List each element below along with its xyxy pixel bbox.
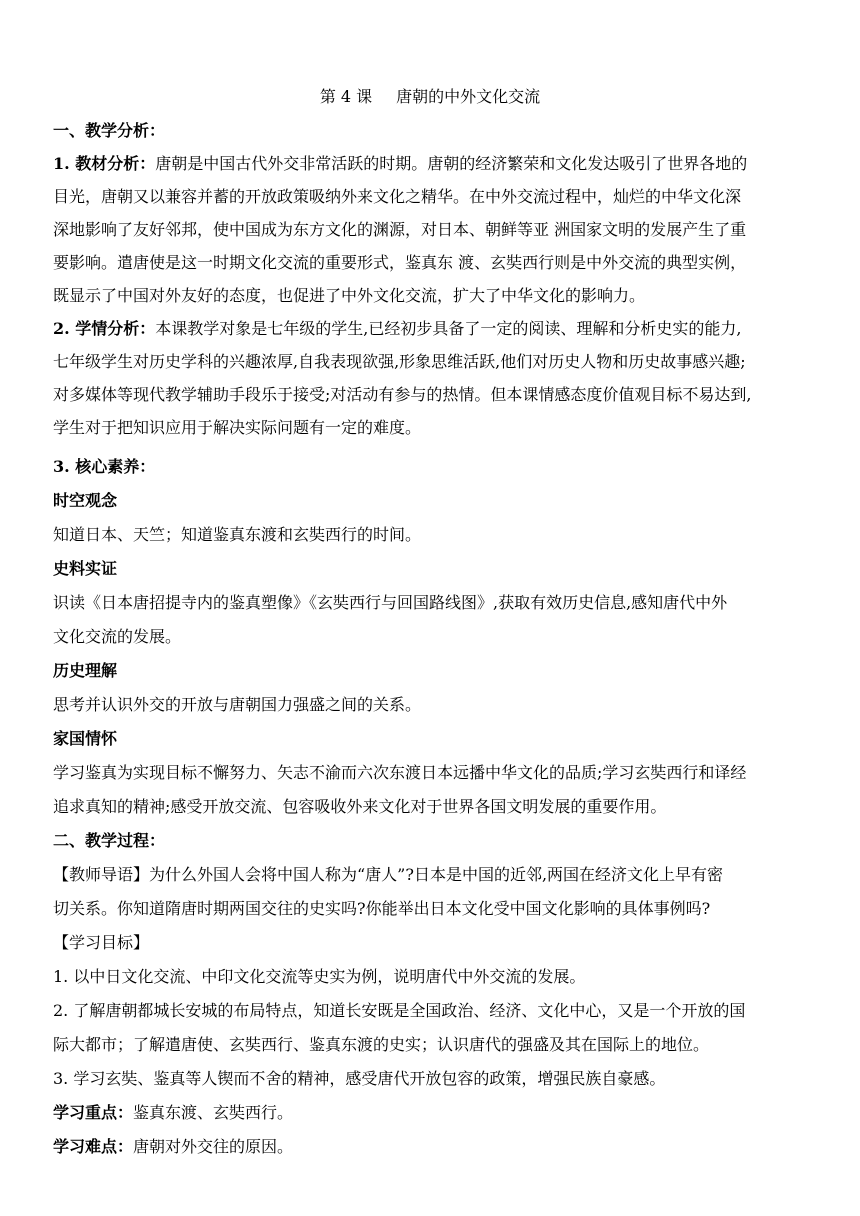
key-point-line <box>53 1102 293 1124</box>
student-analysis-text: 本课教学对象是七年级的学生,已经初步具备了一定的阅读、理解和分析史实的能力, <box>155 319 742 338</box>
paragraph-line: 既显示了中国对外友好的态度，也促进了中外文化交流，扩大了中华文化的影响力。 <box>53 286 646 305</box>
section2-heading: 二、教学过程： <box>53 831 166 850</box>
material-analysis-line <box>53 153 747 175</box>
paragraph-line: 要影响。遣唐使是这一时期文化交流的重要形式，鉴真东 渡、玄奘西行则是中外交流的典型实例， <box>53 253 747 272</box>
learning-goal-line: 1. 以中日文化交流、中印文化交流等史实为例，说明唐代中外交流的发展。 <box>53 967 586 986</box>
teacher-intro-line: 切关系。你知道隋唐时期两国交往的史实吗?你能举出日本文化受中国文化影响的具体事例吗? <box>53 899 711 918</box>
learning-goals-heading: 【学习目标】 <box>53 933 150 952</box>
learning-goal-line: 2. 了解唐朝都城长安城的布局特点，知道长安既是全国政治、经济、文化中心，又是一个开放的国 <box>53 1001 746 1020</box>
teacher-intro-line: 【教师导语】为什么外国人会将中国人称为“唐人”?日本是中国的近邻,两国在经济文化上早有密 <box>53 865 724 884</box>
core-item-text: 学习鉴真为实现目标不懈努力、矢志不渝而六次东渡日本远播中华文化的品质;学习玄奘西行和译经 <box>53 763 747 782</box>
student-analysis-label: 2. 学情分析： <box>53 319 156 338</box>
core-item-heading: 史料实证 <box>53 559 118 578</box>
key-point-text: 鉴真东渡、玄奘西行。 <box>133 1103 294 1122</box>
core-item-heading: 家国情怀 <box>53 729 118 748</box>
paragraph-line: 深地影响了友好邻邦，使中国成为东方文化的渊源，对日本、朝鲜等亚 洲国家文明的发展产生了重 <box>53 220 747 239</box>
core-item-text: 追求真知的精神;感受开放交流、包容吸收外来文化对于世界各国文明发展的重要作用。 <box>53 797 667 816</box>
core-item-text: 知道日本、天竺；知道鉴真东渡和玄奘西行的时间。 <box>53 525 422 544</box>
core-item-heading: 时空观念 <box>53 491 118 510</box>
paragraph-line: 学生对于把知识应用于解决实际问题有一定的难度。 <box>53 418 422 437</box>
difficulty-text: 唐朝对外交往的原因。 <box>133 1137 294 1156</box>
learning-goal-line: 3. 学习玄奘、鉴真等人锲而不舍的精神，感受唐代开放包容的政策，增强民族自豪感。 <box>53 1069 666 1088</box>
difficulty-label: 学习难点： <box>53 1137 134 1156</box>
paragraph-line: 对多媒体等现代教学辅助手段乐于接受;对活动有参与的热情。但本课情感态度价值观目标不易达到, <box>53 385 752 404</box>
lesson-title <box>0 86 860 108</box>
core-item-text: 思考并认识外交的开放与唐朝国力强盛之间的关系。 <box>53 695 422 714</box>
core-item-heading: 历史理解 <box>53 661 118 680</box>
core-literacy-heading: 3. 核心素养： <box>53 457 156 476</box>
material-analysis-label: 1. 教材分析： <box>53 154 156 173</box>
learning-goal-line: 际大都市；了解遣唐使、玄奘西行、鉴真东渡的史实；认识唐代的强盛及其在国际上的地位。 <box>53 1035 710 1054</box>
section1-heading: 一、教学分析： <box>53 121 166 140</box>
difficulty-line <box>53 1136 293 1158</box>
student-analysis-line <box>53 318 741 340</box>
lesson-name: 唐朝的中外文化交流 <box>396 87 541 106</box>
core-item-text: 识读《日本唐招提寺内的鉴真塑像》《玄奘西行与回国路线图》,获取有效历史信息,感知唐代中外 <box>53 593 728 612</box>
core-item-text: 文化交流的发展。 <box>53 627 182 646</box>
key-point-label: 学习重点： <box>53 1103 134 1122</box>
lesson-number: 第 4 课 <box>319 87 373 106</box>
paragraph-line: 目光，唐朝又以兼容并蓄的开放政策吸纳外来文化之精华。在中外交流过程中，灿烂的中华文化深 <box>53 187 742 206</box>
paragraph-line: 七年级学生对历史学科的兴趣浓厚,自我表现欲强,形象思维活跃,他们对历史人物和历史故事感兴趣; <box>53 352 746 371</box>
material-analysis-text: 唐朝是中国古代外交非常活跃的时期。唐朝的经济繁荣和文化发达吸引了世界各地的 <box>155 154 748 173</box>
